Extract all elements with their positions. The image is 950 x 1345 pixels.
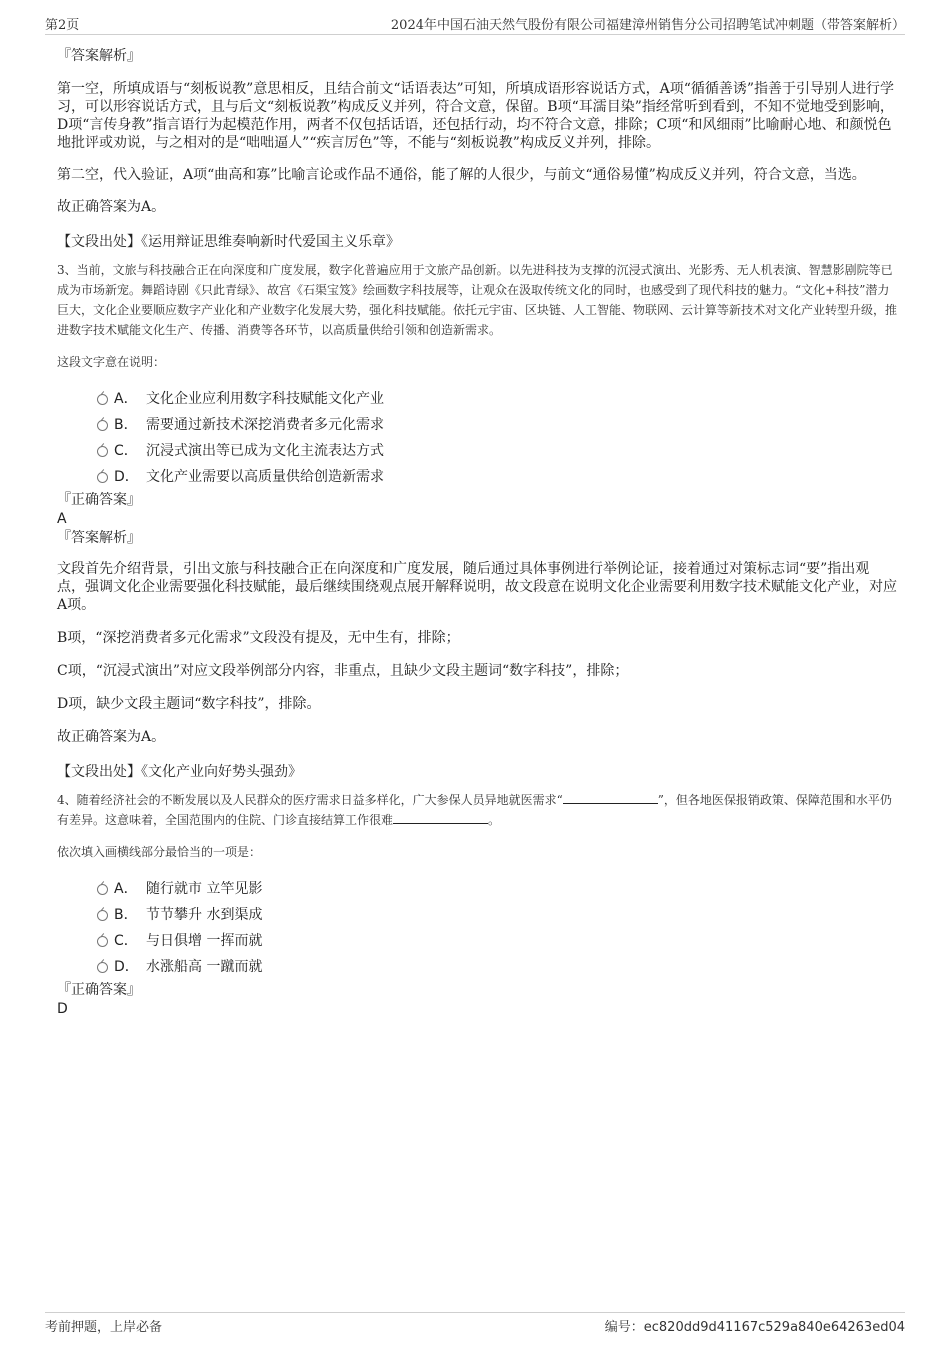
q4-correct-answer: D [57,1001,68,1017]
radio-icon[interactable] [97,884,108,895]
footer-slogan: 考前押题，上岸必备 [45,1320,163,1335]
q3-stem: 3、当前，文旅与科技融合正在向深度和广度发展，数字化普遍应用于文旅产品创新。以先进科技为支撑的沉浸式演出、光影秀、无人机表演、智慧影剧院等已成为市场新宠。舞蹈诗剧《只此青绿》、故宫《石渠宝笈》绘画数字科技展等，让观众在汲取传统文化的同时，也感受到了现代科技的魅力。“文化+科技”潜力巨大，文化企业要顺应数字产业化和产业数字化发展大势，强化科技赋能。依托元宇宙、区块链、人工智能、物联网、云计算等新技术对文化产业转型升级，推进数字技术赋能文化生产、传播、消费等各环节，以高质量供给引领和创造新需求。 [57,263,898,337]
q4-options [57,876,897,980]
q4-option-d[interactable]: D． 水涨船高 一蹴而就 [57,954,897,980]
q4-option-c[interactable]: C． 与日俱增 一挥而就 [57,928,897,954]
q3-analysis-p1: 文段首先介绍背景，引出文旅与科技融合正在向深度和广度发展，随后通过具体事例进行举例论证，接着通过对策标志词“要”指出观点，强调文化企业需要强化科技赋能，最后继续围绕观点展开解释说明，故文段意在说明文化企业需要利用数字技术赋能文化产业，对应A项。 [57,561,897,613]
q4-option-b[interactable]: B． 节节攀升 水到渠成 [57,902,897,928]
q3-option-a[interactable]: A． 文化企业应利用数字科技赋能文化产业 [57,386,897,412]
radio-icon[interactable] [97,472,108,483]
page-header [45,14,905,35]
page-number: 第2页 [45,18,80,33]
q3-source: 【文段出处】《文化产业向好势头强劲》 [57,764,302,780]
q2-analysis-p1: 第一空，所填成语与“刻板说教”意思相反，且结合前文“话语表达”可知，所填成语形容说话方式，A项“循循善诱”指善于引导别人进行学习，可以形容说话方式，且与后文“刻板说教”构成反义并列，符合文意，保留。B项“耳濡目染”指经常听到看到，不知不觉地受到影响，D项“言传身教”指言语行为起模范作用，两者不仅包括话语，还包括行动，均不符合文意，排除；C项“和风细雨”比喻耐心地、和颜悦色地批评或劝说，与之相对的是“咄咄逼人”“疾言厉色”等，不能与“刻板说教”构成反义并列，排除。 [57,81,895,151]
radio-icon[interactable] [97,936,108,947]
q3-options [57,386,897,490]
q4-blank-1 [563,791,658,804]
q2-source: 【文段出处】《运用辩证思维奏响新时代爱国主义乐章》 [57,234,400,250]
q3-analysis-p4: D项，缺少文段主题词“数字科技”，排除。 [57,696,321,712]
q3-prompt: 这段文字意在说明： [57,355,166,369]
q3-option-d[interactable]: D． 文化产业需要以高质量供给创造新需求 [57,464,897,490]
document-code: 编号：ec820dd9d41167c529a840e64263ed04 [604,1320,905,1335]
radio-icon[interactable] [97,910,108,921]
radio-icon[interactable] [97,962,108,973]
q4-blank-2 [393,811,488,824]
q4-prompt: 依次填入画横线部分最恰当的一项是： [57,845,262,859]
q3-correct-answer: A [57,511,67,527]
q3-correct-label: 『正确答案』 [57,492,141,508]
q3-analysis-p3: C项，“沉浸式演出”对应文段举例部分内容，非重点，且缺少文段主题词“数字科技”，排除； [57,663,629,679]
q4-option-a[interactable]: A． 随行就市 立竿见影 [57,876,897,902]
q4-correct-label: 『正确答案』 [57,982,141,998]
q3-option-c[interactable]: C． 沉浸式演出等已成为文化主流表达方式 [57,438,897,464]
q2-conclusion: 故正确答案为A。 [57,199,166,215]
q2-analysis-label: 『答案解析』 [57,48,141,64]
q3-option-b[interactable]: B． 需要通过新技术深挖消费者多元化需求 [57,412,897,438]
document-body [57,46,897,1018]
page-footer [45,1312,905,1335]
radio-icon[interactable] [97,446,108,457]
radio-icon[interactable] [97,394,108,405]
q2-analysis-p2: 第二空，代入验证，A项“曲高和寡”比喻言论或作品不通俗，能了解的人很少，与前文“通俗易懂”构成反义并列，符合文意，当选。 [57,167,866,183]
q3-analysis-p2: B项，“深挖消费者多元化需求”文段没有提及，无中生有，排除； [57,630,460,646]
q3-analysis-label: 『答案解析』 [57,530,141,546]
q3-conclusion: 故正确答案为A。 [57,729,166,745]
q4-stem: 4、随着经济社会的不断发展以及人民群众的医疗需求日益多样化，广大参保人员异地就医需求“ ”，但各地医保报销政策、保障范围和水平仍有差异。这意味着，全国范围内的住院、门诊直接结算工作很难 。 [57,793,892,827]
document-title: 2024年中国石油天然气股份有限公司福建漳州销售分公司招聘笔试冲刺题（带答案解析） [390,18,905,33]
radio-icon[interactable] [97,420,108,431]
